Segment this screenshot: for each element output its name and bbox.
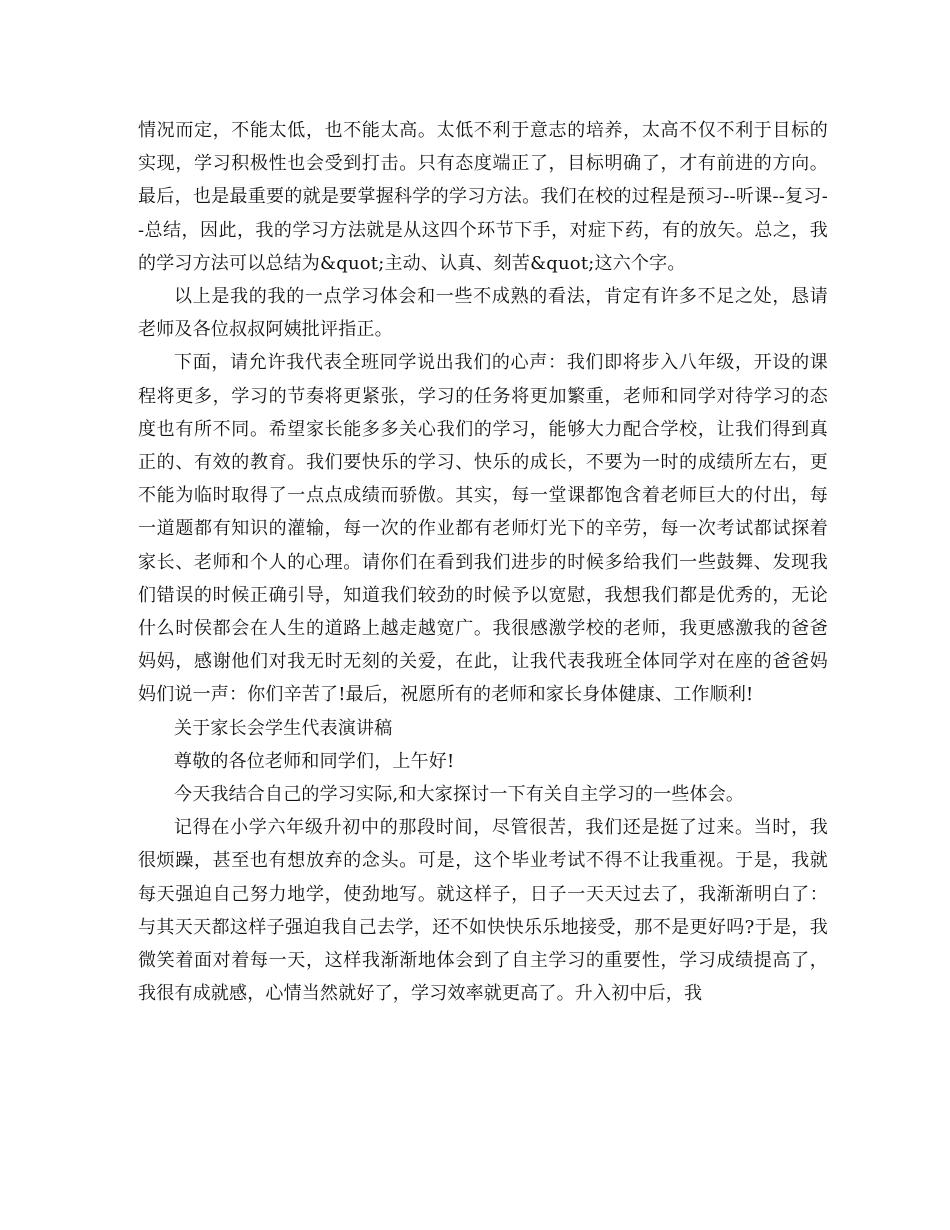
document-body <box>138 114 828 1010</box>
paragraph: 下面，请允许我代表全班同学说出我们的心声：我们即将步入八年级，开设的课程将更多，学习的节奏将更紧张，学习的任务将更加繁重，老师和同学对待学习的态度也有所不同。希望家长能多多关心我们的学习，能够大力配合学校，让我们得到真正的、有效的教育。我们要快乐的学习、快乐的成长，不要为一时的成绩所左右，更不能为临时取得了一点点成绩而骄傲。其实，每一堂课都饱含着老师巨大的付出，每一道题都有知识的灌输，每一次的作业都有老师灯光下的辛劳，每一次考试都试探着家长、老师和个人的心理。请你们在看到我们进步的时候多给我们一些鼓舞、发现我们错误的时候正确引导，知道我们较劲的时候予以宽慰，我想我们都是优秀的，无论什么时侯都会在人生的道路上越走越宽广。我很感激学校的老师，我更感激我的爸爸妈妈，感谢他们对我无时无刻的关爱，在此，让我代表我班全体同学对在座的爸爸妈妈们说一声：你们辛苦了!最后，祝愿所有的老师和家长身体健康、工作顺利! <box>138 352 828 706</box>
paragraph: 以上是我的我的一点学习体会和一些不成熟的看法，肯定有许多不足之处，恳请老师及各位叔叔阿姨批评指正。 <box>138 286 828 341</box>
greeting: 尊敬的各位老师和同学们，上午好! <box>174 750 455 772</box>
paragraph-continued: 情况而定，不能太低，也不能太高。太低不利于意志的培养，太高不仅不利于目标的实现，学习积极性也会受到打击。只有态度端正了，目标明确了，才有前进的方向。最后，也是最重要的就是要掌握科学的学习方法。我们在校的过程是预习--听课--复习--总结，因此，我的学习方法就是从这四个环节下手，对症下药，有的放矢。总之，我的学习方法可以总结为&quot;主动、认真、刻苦&quot;这六个字。 <box>138 120 828 274</box>
paragraph: 今天我结合自己的学习实际,和大家探讨一下有关自主学习的一些体会。 <box>174 784 745 806</box>
paragraph: 记得在小学六年级升初中的那段时间，尽管很苦，我们还是挺了过来。当时，我很烦躁，甚至也有想放弃的念头。可是，这个毕业考试不得不让我重视。于是，我就每天强迫自己努力地学，使劲地写。就这样子，日子一天天过去了，我渐渐明白了：与其天天都这样子强迫我自己去学，还不如快快乐乐地接受，那不是更好吗?于是，我微笑着面对着每一天，这样我渐渐地体会到了自主学习的重要性，学习成绩提高了，我很有成就感，心情当然就好了，学习效率就更高了。升入初中后，我 <box>138 817 828 1005</box>
section-title: 关于家长会学生代表演讲稿 <box>174 717 393 739</box>
